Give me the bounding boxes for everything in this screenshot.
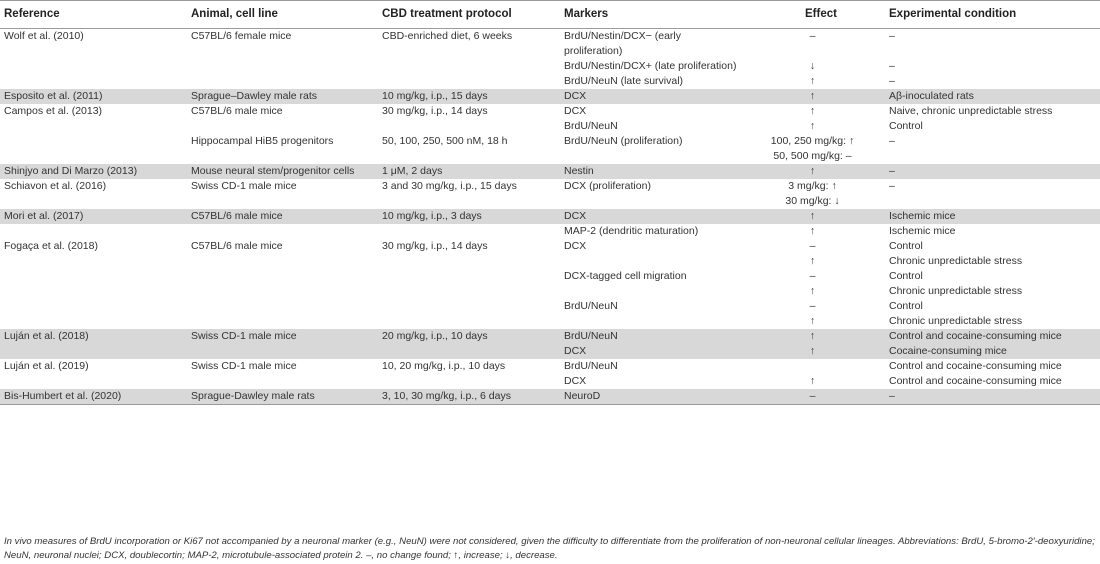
animal-cell xyxy=(187,224,378,239)
table-row xyxy=(0,269,1100,284)
animal-cell: C57BL/6 male mice xyxy=(191,105,283,117)
condition-cell: – xyxy=(889,180,895,192)
animal-cell: Swiss CD-1 male mice xyxy=(191,180,297,192)
condition-cell: Control xyxy=(889,120,923,132)
protocol-cell xyxy=(378,269,560,284)
marker-cell: DCX xyxy=(564,105,587,117)
effect-cell: – xyxy=(740,389,885,405)
table-row xyxy=(0,239,1100,254)
condition-cell: Control and cocaine-consuming mice xyxy=(885,329,1100,344)
protocol-cell xyxy=(378,74,560,89)
effect-cell: – xyxy=(809,30,816,42)
animal-cell xyxy=(187,344,378,359)
marker-cell: DCX xyxy=(560,344,740,359)
table-row xyxy=(0,314,1100,329)
effect-cell: ↑ xyxy=(809,285,816,297)
protocol-cell xyxy=(378,344,560,359)
table-footnote: In vivo measures of BrdU incorporation or Ki67 not accompanied by a neuronal marker (e.g., NeuN) were not considered, given the difficulty to differentiate from the proliferation of non-neuronal cellular lineages. Abbreviations: BrdU, 5-bromo-2′-deoxyuridine; NeuN, neuronal nuclei; DCX, doublecortin; MAP-2, microtubule-associated protein 2. –, no change found; ↑, increase; ↓, decrease. xyxy=(4,536,1095,561)
condition-cell: Naive, chronic unpredictable stress xyxy=(889,105,1053,117)
effect-cell: ↓ xyxy=(809,60,816,72)
reference-cell xyxy=(0,314,187,329)
table-row xyxy=(0,59,1100,74)
reference-cell xyxy=(0,284,187,299)
animal-cell xyxy=(187,254,378,269)
header-row xyxy=(0,1,1100,29)
reference-cell: Shinjyo and Di Marzo (2013) xyxy=(0,164,187,179)
table-row xyxy=(0,254,1100,269)
marker-cell: BrdU/Nestin/DCX− (early proliferation) xyxy=(564,30,681,57)
animal-cell xyxy=(187,269,378,284)
protocol-cell: 3 and 30 mg/kg, i.p., 15 days xyxy=(382,180,517,192)
effect-cell xyxy=(740,134,885,164)
condition-cell: Control xyxy=(889,240,923,252)
table-row xyxy=(0,134,1100,164)
table-body xyxy=(0,29,1100,405)
effect-cell: ↑ xyxy=(740,89,885,104)
effect-cell: – xyxy=(809,300,816,312)
table-row xyxy=(0,344,1100,359)
marker-cell: NeuroD xyxy=(560,389,740,405)
condition-cell: – xyxy=(889,75,895,87)
animal-cell xyxy=(187,74,378,89)
effect-cell: ↑ xyxy=(809,225,816,237)
effect-cell: ↑ xyxy=(809,105,816,117)
marker-cell: BrdU/NeuN xyxy=(564,120,618,132)
reference-cell xyxy=(0,59,187,74)
animal-cell: Sprague-Dawley male rats xyxy=(187,389,378,405)
marker-cell: DCX (proliferation) xyxy=(564,180,651,192)
effect-cell: ↑ xyxy=(809,120,816,132)
marker-cell: DCX xyxy=(564,375,587,387)
reference-cell xyxy=(0,344,187,359)
column-header-condition: Experimental condition xyxy=(885,1,1100,29)
animal-cell xyxy=(187,59,378,74)
animal-cell xyxy=(187,314,378,329)
protocol-cell xyxy=(378,254,560,269)
effect-cell: ↑ xyxy=(740,329,885,344)
reference-cell xyxy=(0,254,187,269)
column-header-reference: Reference xyxy=(0,1,187,29)
animal-cell: Swiss CD-1 male mice xyxy=(191,360,297,372)
condition-cell: – xyxy=(889,135,895,147)
protocol-cell xyxy=(378,224,560,239)
effect-cell: – xyxy=(809,270,816,282)
protocol-cell: 30 mg/kg, i.p., 14 days xyxy=(382,105,488,117)
reference-cell xyxy=(0,299,187,314)
reference-cell xyxy=(0,74,187,89)
animal-cell xyxy=(187,299,378,314)
effect-line: 50, 500 mg/kg: – xyxy=(773,150,852,162)
column-header-protocol: CBD treatment protocol xyxy=(378,1,560,29)
condition-cell: – xyxy=(889,30,895,42)
reference-cell: Wolf et al. (2010) xyxy=(4,30,84,42)
protocol-cell: CBD-enriched diet, 6 weeks xyxy=(382,30,513,42)
animal-cell: C57BL/6 female mice xyxy=(191,30,292,42)
protocol-cell: 3, 10, 30 mg/kg, i.p., 6 days xyxy=(378,389,560,405)
column-header-effect: Effect xyxy=(740,1,885,29)
table-row xyxy=(0,29,1100,60)
marker-cell: MAP-2 (dendritic maturation) xyxy=(564,225,699,237)
protocol-cell: 30 mg/kg, i.p., 14 days xyxy=(382,240,488,252)
reference-cell xyxy=(0,119,187,134)
protocol-cell xyxy=(378,119,560,134)
table-row xyxy=(0,329,1100,344)
condition-cell: Chronic unpredictable stress xyxy=(889,255,1023,267)
reference-cell xyxy=(0,269,187,284)
reference-cell: Campos et al. (2013) xyxy=(4,105,103,117)
condition-cell: – xyxy=(885,164,1100,179)
protocol-cell xyxy=(378,59,560,74)
marker-cell: DCX-tagged cell migration xyxy=(564,270,687,282)
reference-cell: Bis-Humbert et al. (2020) xyxy=(0,389,187,405)
animal-cell: Swiss CD-1 male mice xyxy=(187,329,378,344)
reference-cell: Luján et al. (2018) xyxy=(0,329,187,344)
marker-cell: Nestin xyxy=(560,164,740,179)
condition-cell: Control xyxy=(889,270,923,282)
condition-cell: Chronic unpredictable stress xyxy=(889,285,1023,297)
reference-cell xyxy=(0,374,187,389)
table-row xyxy=(0,119,1100,134)
column-header-markers: Markers xyxy=(560,1,740,29)
effect-cell: ↑ xyxy=(809,315,816,327)
effect-cell: ↑ xyxy=(809,75,816,87)
animal-cell: C57BL/6 male mice xyxy=(187,209,378,224)
condition-cell: Ischemic mice xyxy=(889,225,956,237)
marker-cell: DCX xyxy=(564,240,587,252)
reference-cell: Luján et al. (2019) xyxy=(4,360,89,372)
protocol-cell xyxy=(378,314,560,329)
animal-cell xyxy=(187,119,378,134)
condition-cell: – xyxy=(889,60,895,72)
marker-cell: BrdU/NeuN xyxy=(564,300,618,312)
effect-cell: ↑ xyxy=(740,344,885,359)
protocol-cell: 20 mg/kg, i.p., 10 days xyxy=(378,329,560,344)
marker-cell: DCX xyxy=(560,89,740,104)
effect-cell: ↑ xyxy=(809,255,816,267)
marker-cell: DCX xyxy=(560,209,740,224)
table-row xyxy=(0,299,1100,314)
table-row xyxy=(0,164,1100,179)
protocol-cell xyxy=(378,299,560,314)
condition-cell: Control and cocaine-consuming mice xyxy=(889,360,1062,372)
animal-cell: Hippocampal HiB5 progenitors xyxy=(191,135,334,147)
protocol-cell: 1 μM, 2 days xyxy=(378,164,560,179)
table-row xyxy=(0,389,1100,405)
animal-cell: Sprague–Dawley male rats xyxy=(187,89,378,104)
table-row xyxy=(0,224,1100,239)
marker-cell: BrdU/NeuN (late survival) xyxy=(564,75,684,87)
marker-cell: BrdU/Nestin/DCX+ (late proliferation) xyxy=(564,60,737,72)
effect-line: 3 mg/kg: ↑ xyxy=(788,180,837,192)
reference-cell: Fogaça et al. (2018) xyxy=(4,240,98,252)
reference-cell: Mori et al. (2017) xyxy=(0,209,187,224)
condition-cell: Control and cocaine-consuming mice xyxy=(889,375,1062,387)
effect-cell: ↑ xyxy=(740,209,885,224)
effect-cell xyxy=(740,359,885,374)
table-row xyxy=(0,209,1100,224)
protocol-cell: 50, 100, 250, 500 nM, 18 h xyxy=(382,135,508,147)
condition-cell: Cocaine-consuming mice xyxy=(885,344,1100,359)
animal-cell: Mouse neural stem/progenitor cells xyxy=(187,164,378,179)
protocol-cell: 10, 20 mg/kg, i.p., 10 days xyxy=(382,360,506,372)
animal-cell xyxy=(187,284,378,299)
protocol-cell: 10 mg/kg, i.p., 3 days xyxy=(378,209,560,224)
protocol-cell xyxy=(378,284,560,299)
table-row xyxy=(0,179,1100,209)
marker-cell xyxy=(560,314,740,329)
column-header-animal: Animal, cell line xyxy=(187,1,378,29)
protocol-cell: 10 mg/kg, i.p., 15 days xyxy=(378,89,560,104)
effect-cell: – xyxy=(809,240,816,252)
effect-line: 30 mg/kg: ↓ xyxy=(785,195,840,207)
animal-cell xyxy=(187,374,378,389)
marker-cell xyxy=(560,254,740,269)
table-row xyxy=(0,89,1100,104)
reference-cell: Schiavon et al. (2016) xyxy=(4,180,107,192)
animal-cell: C57BL/6 male mice xyxy=(191,240,283,252)
protocol-cell xyxy=(378,374,560,389)
table-row xyxy=(0,284,1100,299)
effect-cell: ↑ xyxy=(740,164,885,179)
reference-cell xyxy=(0,134,187,164)
reference-cell xyxy=(0,224,187,239)
effect-cell xyxy=(740,179,885,209)
marker-cell: BrdU/NeuN xyxy=(564,360,618,372)
table-row xyxy=(0,359,1100,374)
reference-cell: Esposito et al. (2011) xyxy=(0,89,187,104)
table-row xyxy=(0,74,1100,89)
effect-line: 100, 250 mg/kg: ↑ xyxy=(770,135,855,147)
effect-cell: ↑ xyxy=(809,375,816,387)
condition-cell: Aβ-inoculated rats xyxy=(885,89,1100,104)
condition-cell: Control xyxy=(889,300,923,312)
table-row xyxy=(0,104,1100,119)
condition-cell: – xyxy=(885,389,1100,405)
marker-cell: BrdU/NeuN xyxy=(560,329,740,344)
condition-cell: Ischemic mice xyxy=(885,209,1100,224)
table-row xyxy=(0,374,1100,389)
marker-cell xyxy=(560,284,740,299)
condition-cell: Chronic unpredictable stress xyxy=(889,315,1023,327)
marker-cell: BrdU/NeuN (proliferation) xyxy=(564,135,683,147)
